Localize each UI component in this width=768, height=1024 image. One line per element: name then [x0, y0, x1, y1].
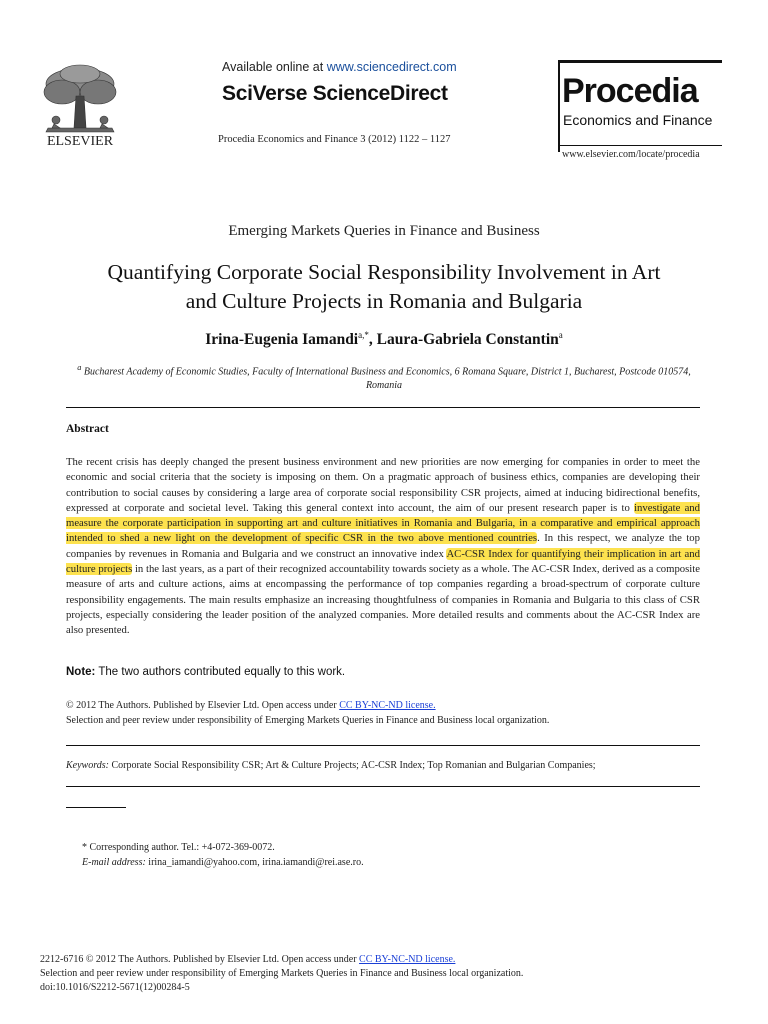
footer-issn-text: 2212-6716 © 2012 The Authors. Published by Elsevier Ltd. Open access under	[40, 954, 360, 965]
abstract-highlight-2: AC-CSR Index for quantifying their implication in art and culture projects	[66, 547, 700, 576]
paper-title	[40, 258, 728, 316]
email-text: irina_iamandi@yahoo.com, irina.iamandi@rei.ase.ro.	[145, 857, 364, 868]
keywords	[66, 760, 596, 771]
procedia-journal-subtitle: Economics and Finance	[563, 112, 713, 128]
affiliation-text: Bucharest Academy of Economic Studies, Faculty of International Business and Economics, 6 Romana Square, District 1, Bucharest, Postcode 010574, Romania	[81, 366, 691, 392]
platform-logo: SciVerse ScienceDirect	[222, 82, 448, 105]
author-separator: ,	[368, 331, 377, 349]
corresponding-author: * Corresponding author. Tel.: +4-072-369-0072.	[82, 842, 275, 853]
procedia-bottom-rule	[558, 145, 722, 146]
footer-license-link[interactable]: CC BY-NC-ND license.	[359, 954, 456, 965]
author-1-star: *	[364, 330, 369, 340]
procedia-journal-title: Procedia	[562, 72, 698, 110]
copyright-text: © 2012 The Authors. Published by Elsevier Ltd. Open access under	[66, 700, 340, 711]
abstract-seg-3: . In this respect, we analyze the top companies by revenues in Romania and Bulgaria and we construct an innovative index	[66, 532, 700, 560]
affiliation-marker: a	[77, 363, 82, 372]
author-2-affil: a	[558, 330, 563, 340]
abstract-highlight-1: investigate and measure the corporate participation in supporting art and culture initiatives in Romania and Bulgaria, in a comparative and empirical approach intended to shed a new light on the development of specific CSR in the two above mentioned countries	[66, 501, 700, 545]
author-1: Irina-Eugenia Iamandi	[205, 331, 359, 349]
authors-note	[66, 666, 345, 678]
journal-reference: Procedia Economics and Finance 3 (2012) 1122 – 1127	[218, 134, 451, 145]
procedia-top-rule	[558, 60, 722, 63]
elsevier-tree-icon	[34, 62, 126, 148]
note-label: Note:	[66, 666, 96, 678]
author-2: Laura-Gabriela Constantin	[376, 331, 559, 349]
abstract-text	[66, 455, 700, 639]
footer-peer-review: Selection and peer review under responsibility of Emerging Markets Queries in Finance and Business local organization.	[40, 968, 524, 979]
note-text: The two authors contributed equally to this work.	[95, 666, 346, 678]
conference-name: Emerging Markets Queries in Finance and Business	[228, 223, 540, 239]
footnote-rule	[66, 807, 126, 808]
sciencedirect-link[interactable]: www.sciencedirect.com	[326, 60, 457, 74]
available-online	[222, 60, 457, 74]
procedia-url[interactable]: www.elsevier.com/locate/procedia	[562, 149, 700, 160]
author-1-affil: a,	[358, 330, 365, 340]
authors	[0, 330, 768, 349]
abstract-seg-5: in the last years, as a part of their recognized accountability towards society as a whole. The AC-CSR Index, derived as a composite measure of arts and culture actions, aims at encompassing the performance of top companies regarding a broad-spectrum of corporate culture responsibility engagements. The main results emphasize an increasing thoughtfulness of companies in Romania and Bulgaria to this class of CSR projects, especially considering the leader position of the analyzed companies. More detailed results and comments about the AC-CSR Index are also presented.	[66, 563, 700, 637]
abstract-top-rule	[66, 407, 700, 408]
keywords-text: Corporate Social Responsibility CSR; Art & Culture Projects; AC-CSR Index; Top Romanian and Bulgarian Companies;	[108, 760, 596, 771]
peer-review-line: Selection and peer review under responsibility of Emerging Markets Queries in Finance and Business local organization.	[66, 715, 550, 726]
title-line-1: Quantifying Corporate Social Responsibility Involvement in Art	[107, 260, 661, 284]
keywords-label: Keywords:	[66, 760, 109, 771]
email-address	[82, 857, 364, 868]
keywords-top-rule	[66, 745, 700, 746]
available-prefix: Available online at	[222, 60, 327, 74]
copyright-line	[66, 700, 436, 711]
procedia-left-rule	[558, 60, 560, 152]
email-label: E-mail address:	[82, 857, 146, 868]
elsevier-logo	[34, 62, 126, 148]
footer-doi: doi:10.1016/S2212-5671(12)00284-5	[40, 982, 190, 993]
keywords-bottom-rule	[66, 786, 700, 787]
abstract-seg-1: The recent crisis has deeply changed the present business environment and new priorities are now emerging for companies in order to meet the economic and social criteria that the society is imposing on them. On a pragmatic approach of business ethics, companies are developing their contribution to social causes by considering a large area of corporate social responsibility CSR projects, aimed at inducing bidirectional benefits, expressed at corporate and societal level. Taking this general context into account, the aim of our present research paper is to	[66, 456, 700, 514]
elsevier-wordmark: ELSEVIER	[46, 134, 114, 148]
footer-issn	[40, 954, 455, 965]
title-line-2: and Culture Projects in Romania and Bulgaria	[185, 289, 583, 313]
license-link[interactable]: CC BY-NC-ND license.	[339, 700, 436, 711]
affiliation	[70, 361, 698, 393]
abstract-heading: Abstract	[66, 423, 109, 435]
